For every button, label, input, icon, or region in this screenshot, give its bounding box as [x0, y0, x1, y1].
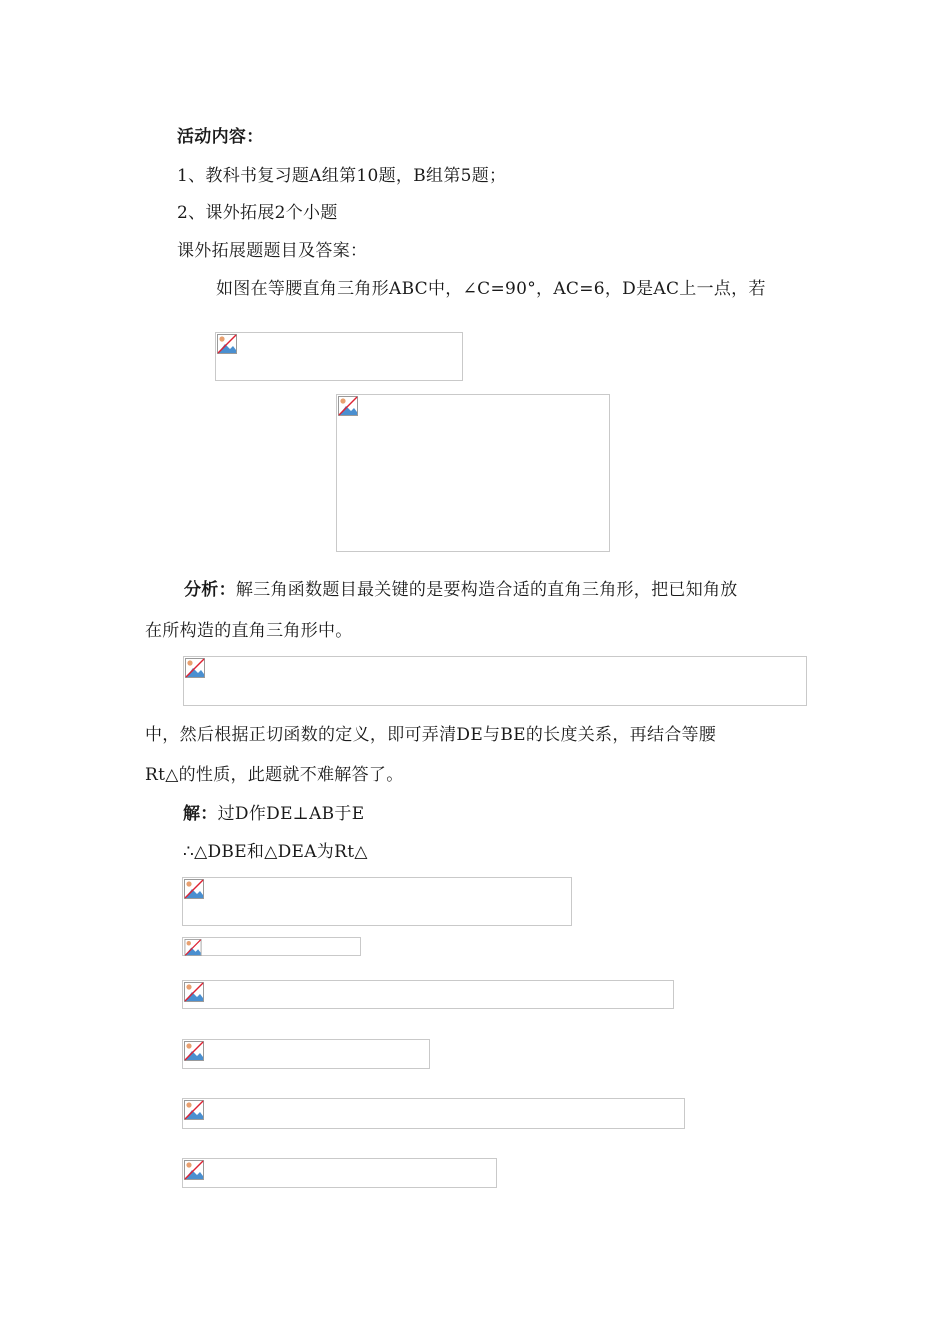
- image-placeholder: [183, 656, 807, 706]
- extension-title: 课外拓展题题目及答案：: [177, 241, 368, 261]
- activity-item-1: 1、教科书复习题A组第10题，B组第5题；: [177, 166, 507, 186]
- analysis-line-2: 在所构造的直角三角形中。: [145, 621, 353, 641]
- problem-text: 如图在等腰直角三角形ABC中，∠C=90°，AC=6，D是AC上一点，若: [216, 279, 766, 299]
- activity-heading: 活动内容：: [177, 127, 264, 147]
- image-placeholder: [182, 877, 572, 926]
- image-placeholder: [182, 980, 674, 1009]
- analysis-line-4: Rt△的性质，此题就不难解答了。: [145, 765, 404, 785]
- analysis-label: 分析：: [184, 580, 236, 600]
- image-placeholder: [182, 937, 361, 956]
- solution-line-1: [183, 802, 364, 826]
- image-placeholder: [336, 394, 610, 552]
- analysis-line-1: [184, 578, 738, 602]
- solution-text: 过D作DE⊥AB于E: [217, 804, 365, 824]
- image-placeholder: [182, 1158, 497, 1188]
- activity-item-2: 2、课外拓展2个小题: [177, 203, 338, 223]
- analysis-text: 解三角函数题目最关键的是要构造合适的直角三角形，把已知角放: [235, 580, 738, 600]
- image-placeholder: [215, 332, 463, 381]
- solution-line-2: ∴△DBE和△DEA为Rt△: [183, 842, 368, 862]
- image-placeholder: [182, 1098, 685, 1129]
- solution-label: 解：: [183, 804, 218, 824]
- image-placeholder: [182, 1039, 430, 1069]
- analysis-line-3: 中，然后根据正切函数的定义，即可弄清DE与BE的长度关系，再结合等腰: [145, 725, 717, 745]
